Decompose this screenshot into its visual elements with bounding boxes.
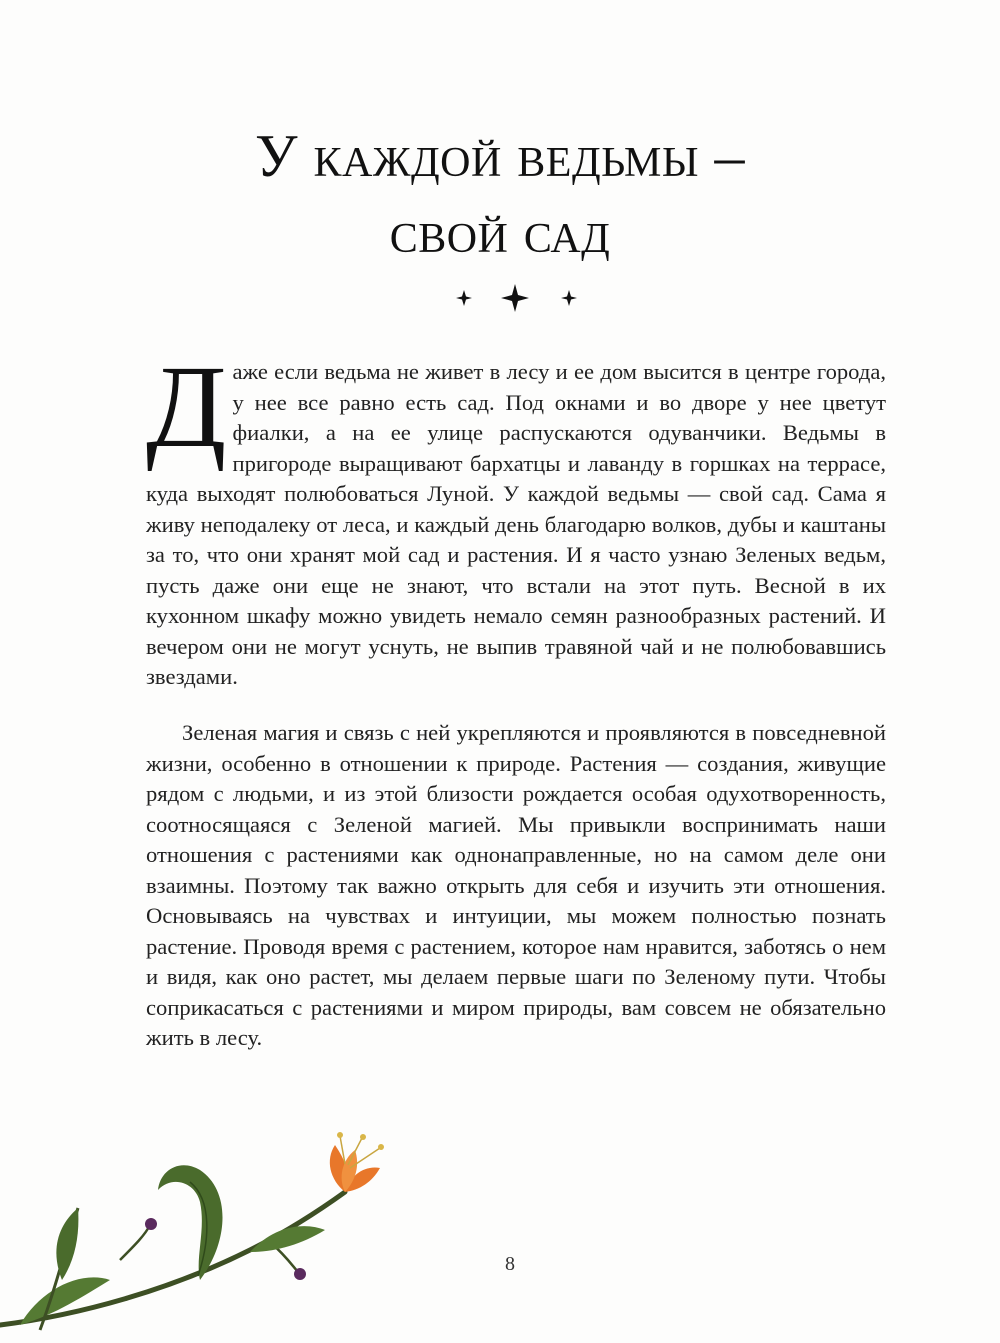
berry-2 xyxy=(294,1268,306,1280)
chapter-title xyxy=(0,118,1000,270)
chapter-title-line-2: свой сад xyxy=(389,199,611,265)
drop-cap: Д xyxy=(146,341,227,472)
berry-stem-1 xyxy=(120,1225,150,1260)
paragraph-1-text: аже если ведьма не живет в лесу и ее дом высится в центре города, у нее все равно есть сад. Под окнами и во дворе у нее цветут фиалки, а на ее улице распускаются одуванчики. Ведьмы в пригороде выращивают бархатцы и лаванду в горшках на террасе, куда выходят полюбоваться Луной. У каждой ведьмы — свой сад. Сама я живу неподалеку от леса, и каждый день благодарю волков, дубы и каштаны за то, что они хранят мой сад и растения. И я часто узнаю Зеленых ведьм, пусть даже они еще не знают, что встали на этот путь. Весной в их кухонном шкафу можно увидеть немало семян разнообразных растений. И вечером они не могут уснуть, не выпив травяной чай и не полюбовавшись звездами. xyxy=(146,359,886,689)
star-right xyxy=(561,290,577,306)
star-center xyxy=(501,284,529,312)
leaf-lower-left xyxy=(20,1277,110,1325)
chapter-title-line-1: У каждой ведьмы – xyxy=(255,123,745,189)
floral-branch-icon xyxy=(0,1130,420,1343)
paragraph-1 xyxy=(146,341,886,693)
three-stars-icon xyxy=(440,280,590,316)
leaf-right xyxy=(250,1226,325,1252)
berry-1 xyxy=(145,1218,157,1230)
paragraph-2: Зеленая магия и связь с ней укрепляются и проявляются в повседневной жизни, особенно в отношении к природе. Растения — создания, живущие рядом с людьми, и из этой близости рождается особая одухотворенность, соотносящаяся с Зеленой магией. Мы привыкли воспринимать наши отношения с растениями как однонаправленные, но на самом деле они взаимны. Поэтому так важно открыть для себя и изучить эти отношения. Основываясь на чувствах и интуиции, мы можем полностью познать растение. Проводя время с растением, которое нам нравится, заботясь о нем и видя, как оно растет, мы делаем первые шаги по Зеленому пути. Чтобы соприкасаться с растениями и миром природы, вам совсем не обязательно жить в лесу. xyxy=(146,720,886,1050)
page-number: 8 xyxy=(505,1253,515,1275)
star-left xyxy=(456,290,472,306)
leaf-left-upright xyxy=(56,1208,78,1280)
